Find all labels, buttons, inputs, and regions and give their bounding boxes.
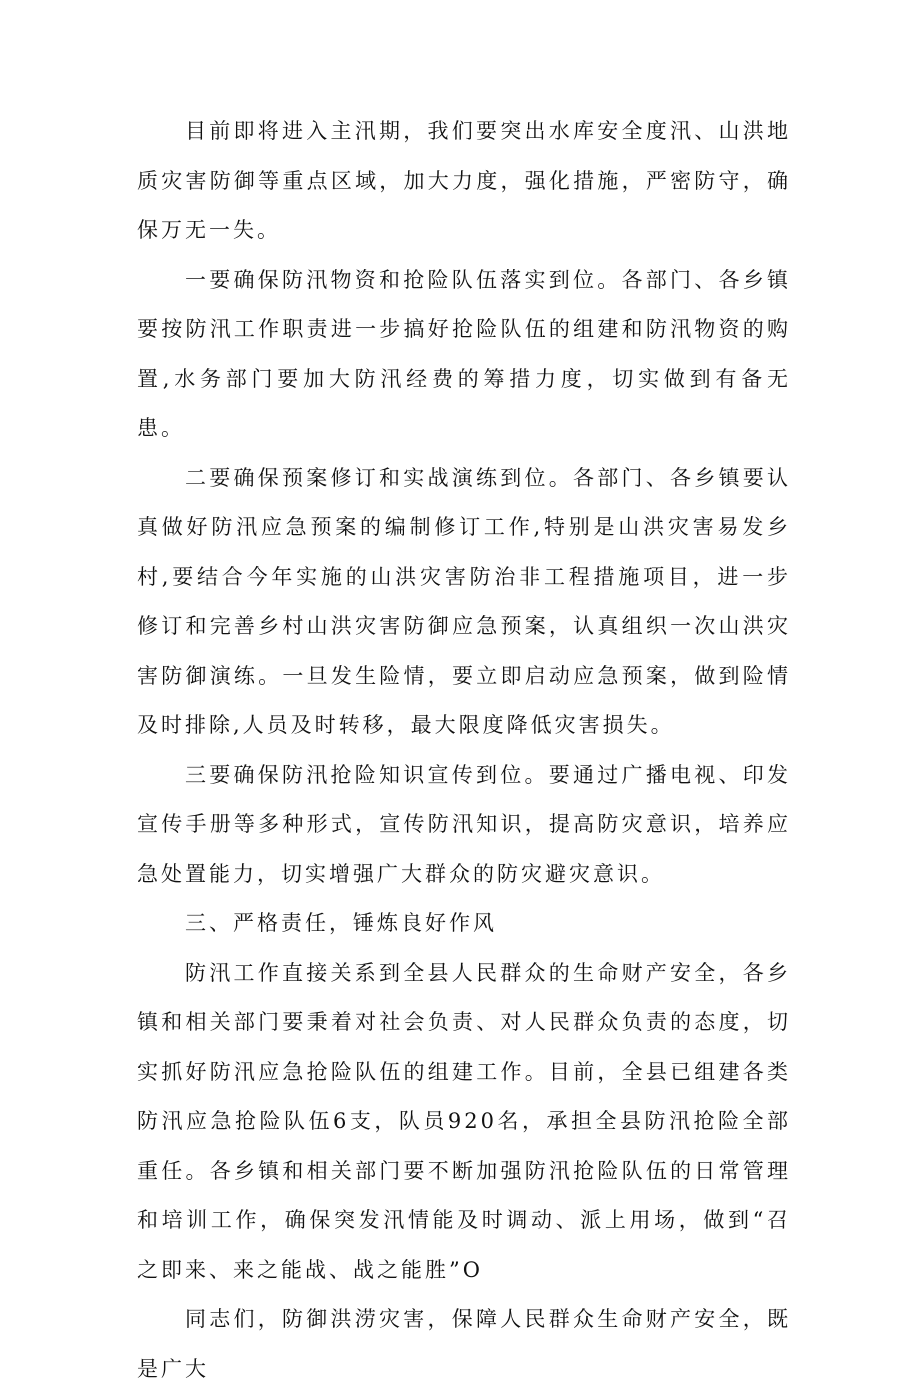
section-heading: 三、严格责任，锤炼良好作风 bbox=[185, 911, 497, 935]
paragraph-closing: 同志们，防御洪涝灾害，保障人民群众生命财产安全，既是广大 bbox=[137, 1307, 791, 1381]
paragraph-plans: 二要确保预案修订和实战演练到位。各部门、各乡镇要认真做好防汛应急预案的编制修订工作,特别是山洪灾害易发乡村,要结合今年实施的山洪灾害防治非工程措施项目，进一步修订和完善乡村山洪灾害防御应急预案，认真组织一次山洪灾害防御演练。一旦发生险情，要立即启动应急预案，做到险情及时排除,人员及时转移，最大限度降低灾害损失。 bbox=[137, 465, 791, 737]
paragraph-responsibility: 防汛工作直接关系到全县人民群众的生命财产安全，各乡镇和相关部门要秉着对社会负责、对人民群众负责的态度，切实抓好防汛应急抢险队伍的组建工作。目前，全县已组建各类防汛应急抢险队伍6支，队员920名，承担全县防汛抢险全部重任。各乡镇和相关部门要不断加强防汛抢险队伍的日常管理和培训工作，确保突发汛情能及时调动、派上用场，做到“召之即来、来之能战、战之能胜”O bbox=[137, 960, 791, 1282]
paragraph-intro: 目前即将进入主汛期，我们要突出水库安全度汛、山洪地质灾害防御等重点区域，加大力度，强化措施，严密防守，确保万无一失。 bbox=[137, 119, 791, 242]
paragraph-publicity: 三要确保防汛抢险知识宣传到位。要通过广播电视、印发宣传手册等多种形式，宣传防汛知识，提高防灾意识，培养应急处置能力，切实增强广大群众的防灾避灾意识。 bbox=[137, 762, 791, 886]
paragraph-supplies: 一要确保防汛物资和抢险队伍落实到位。各部门、各乡镇要按防汛工作职责进一步搞好抢险队伍的组建和防汛物资的购置,水务部门要加大防汛经费的筹措力度，切实做到有备无患。 bbox=[137, 267, 791, 440]
document-body bbox=[137, 107, 791, 1394]
